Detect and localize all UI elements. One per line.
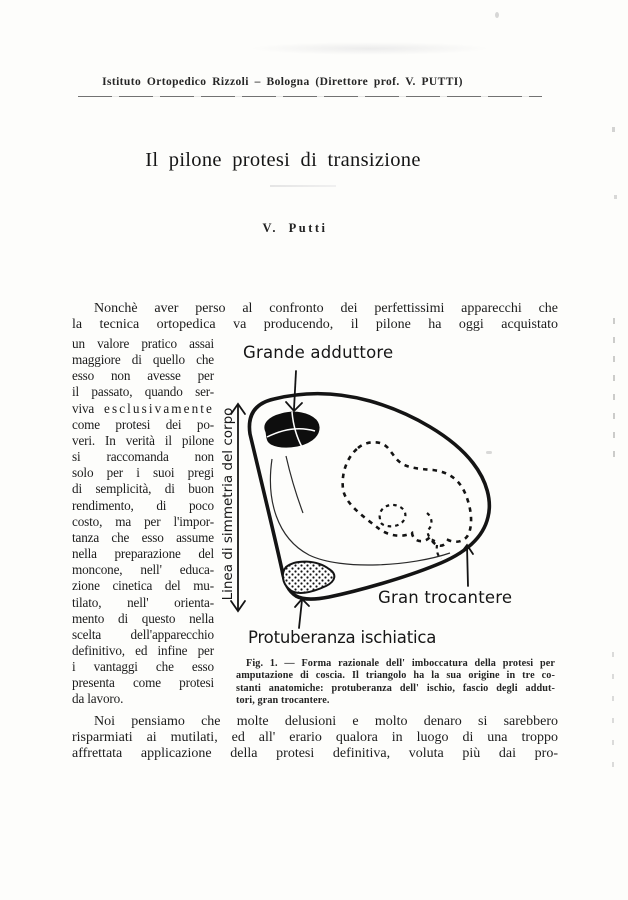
page-edge-marks [612, 652, 614, 777]
text-line: Noi pensiamo che molte delusioni e molto denaro si sarebbero [94, 714, 558, 729]
text-line: definitivo, ed infine per [72, 642, 214, 658]
trochanter-dashed-outline [343, 442, 471, 559]
text-line: di semplicità, di buon [72, 481, 214, 497]
figure-caption [236, 658, 555, 708]
text-line: Fig. 1. — Forma razionale dell' imboccatura della protesi per [246, 658, 555, 669]
text-line: tanza che esso assume [72, 529, 214, 545]
institute-header: Istituto Ortopedico Rizzoli – Bologna (Direttore prof. V. PUTTI) [102, 76, 463, 88]
text-line: si raccomanda non [72, 449, 214, 465]
scan-speck [614, 195, 617, 199]
text-line: affrettata applicazione della protesi definitiva, voluta più dai pro- [72, 746, 558, 762]
text-line: un valore pratico assai [72, 336, 214, 351]
text-line: mento di questo nella [72, 610, 214, 626]
figure-label-grande-adduttore: Grande adduttore [243, 343, 394, 362]
text-line: il passato, quando ser- [72, 384, 214, 400]
text-line: tori, gran trocantere. [236, 695, 330, 707]
text-line: da lavoro. [72, 691, 124, 707]
figure-label-gran-trocantere: Gran trocantere [378, 588, 513, 607]
left-column-paragraph [72, 336, 214, 708]
text-line: costo, ma per l'impor- [72, 513, 214, 529]
ischiatic-tuberosity-blob [283, 562, 334, 593]
header-rule [78, 96, 542, 97]
text-line: i vantaggi che esso [72, 659, 214, 675]
figure-label-protuberanza-ischiatica: Protuberanza ischiatica [248, 628, 437, 647]
text-line: rendimento, di poco [72, 497, 214, 513]
text-line: risparmiati ai mutilati, ed all' erario qualora in luogo di una troppo [72, 730, 558, 746]
figure-label-symmetry-axis: Linea di simmetria del corpo [220, 407, 236, 601]
text-line: Nonchè aver perso al confronto dei perfettissimi apparecchi che [94, 301, 558, 316]
text-line: zione cinetica del mu- [72, 578, 214, 594]
text-line: scelta dell'apparecchio [72, 626, 214, 642]
intro-paragraph [72, 301, 558, 333]
page-title: Il pilone protesi di transizione [145, 149, 421, 171]
text-line: maggiore di quello che [72, 352, 214, 368]
inner-line-short [286, 456, 303, 513]
scan-speck [612, 127, 615, 132]
text-line: solo per i suoi pregi [72, 465, 214, 481]
figure-drawing [215, 335, 560, 665]
text-line: viva esclusivamente [72, 400, 214, 416]
closing-paragraph [72, 714, 558, 762]
text-line: la tecnica ortopedica va producendo, il pilone ha oggi acquistato [72, 317, 558, 333]
text-line: moncone, nell' educa- [72, 562, 214, 578]
title-smudge [270, 185, 336, 187]
author-name: V. Putti [262, 221, 328, 235]
text-line: amputazione di coscia. Il triangolo ha la sua origine in tre co- [236, 670, 555, 682]
text-line: veri. In verità il pilone [72, 432, 214, 448]
adductor-muscle-blob [265, 412, 319, 447]
text-line: stanti anatomiche: protuberanza dell' ischio, fascio degli addut- [236, 682, 555, 694]
text-line: tilato, nell' orienta- [72, 594, 214, 610]
page-edge-marks [613, 318, 615, 470]
inner-line-long [270, 459, 450, 565]
text-line: presenta come protesi [72, 675, 214, 691]
text-line: come protesi dei po- [72, 416, 214, 432]
scan-speck [495, 12, 499, 18]
letterspaced-word: esclusivamente [104, 400, 214, 416]
bleedthrough-smudge [250, 42, 490, 55]
text-line: nella preparazione del [72, 546, 214, 562]
text-line: esso non avesse per [72, 368, 214, 384]
